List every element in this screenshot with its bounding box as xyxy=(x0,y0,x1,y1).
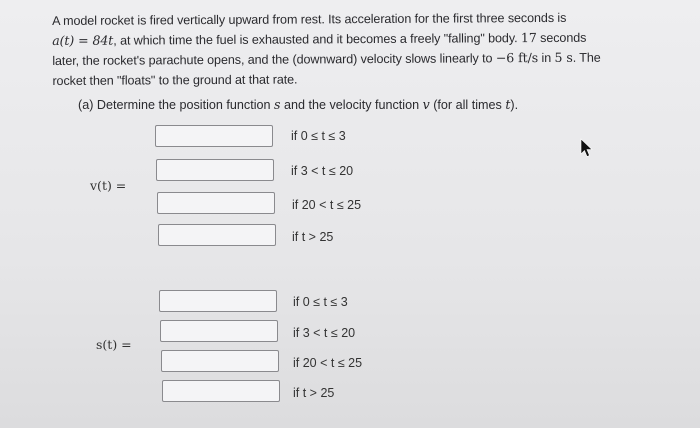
part-a-middle: and the velocity function xyxy=(283,98,420,112)
problem-text-4: later, the rocket's parachute opens, and the (downward) velocity slows linearly to xyxy=(52,51,493,68)
velocity-value: −6 ft/s xyxy=(495,50,539,66)
position-input-2[interactable] xyxy=(160,320,278,342)
position-input-4[interactable] xyxy=(162,380,280,402)
position-input-3[interactable] xyxy=(161,350,279,372)
part-a-suffix-pre: (for all times xyxy=(433,98,502,112)
t-symbol: t xyxy=(505,97,511,112)
problem-text-2: , at which time the fuel is exhausted and it becomes a freely "falling" body. xyxy=(113,31,518,48)
velocity-condition-2: if 3 < t ≤ 20 xyxy=(291,164,354,178)
mouse-pointer-icon xyxy=(580,138,594,158)
position-condition-3: if 20 < t ≤ 25 xyxy=(293,356,363,370)
problem-text-6: rocket then "floats" to the ground at that rate. xyxy=(52,72,298,88)
acceleration-rhs: 84t xyxy=(92,32,114,48)
problem-text-1: A model rocket is fired vertically upward from rest. Its acceleration for the first three seconds is xyxy=(52,10,567,28)
seconds-value: 17 xyxy=(520,30,537,46)
velocity-condition-1: if 0 ≤ t ≤ 3 xyxy=(291,129,346,143)
velocity-input-3[interactable] xyxy=(157,192,275,214)
velocity-input-4[interactable] xyxy=(158,224,276,246)
problem-text-5: . The xyxy=(572,50,601,65)
position-condition-4: if t > 25 xyxy=(293,386,335,400)
position-condition-2: if 3 < t ≤ 20 xyxy=(293,326,356,340)
position-condition-1: if 0 ≤ t ≤ 3 xyxy=(293,295,348,309)
v-symbol: v xyxy=(422,97,430,112)
problem-statement xyxy=(52,7,652,91)
acceleration-lhs: a(t) xyxy=(52,32,75,48)
position-function-label: s(t) = xyxy=(96,337,132,352)
acceleration-equals: = xyxy=(74,32,93,48)
part-a-prefix: (a) Determine the position function xyxy=(78,98,271,112)
in-word: in xyxy=(538,50,555,66)
velocity-input-1[interactable] xyxy=(155,125,273,147)
problem-text-3: seconds xyxy=(536,30,587,46)
velocity-condition-3: if 20 < t ≤ 25 xyxy=(292,198,362,212)
velocity-function-label: v(t) = xyxy=(90,178,127,193)
velocity-condition-4: if t > 25 xyxy=(292,230,334,244)
velocity-input-2[interactable] xyxy=(156,159,274,181)
time-value: 5 s xyxy=(554,49,573,65)
position-input-1[interactable] xyxy=(159,290,277,312)
s-symbol: s xyxy=(274,97,281,112)
part-a-suffix-post: ). xyxy=(510,98,519,112)
part-a-prompt xyxy=(78,97,518,112)
